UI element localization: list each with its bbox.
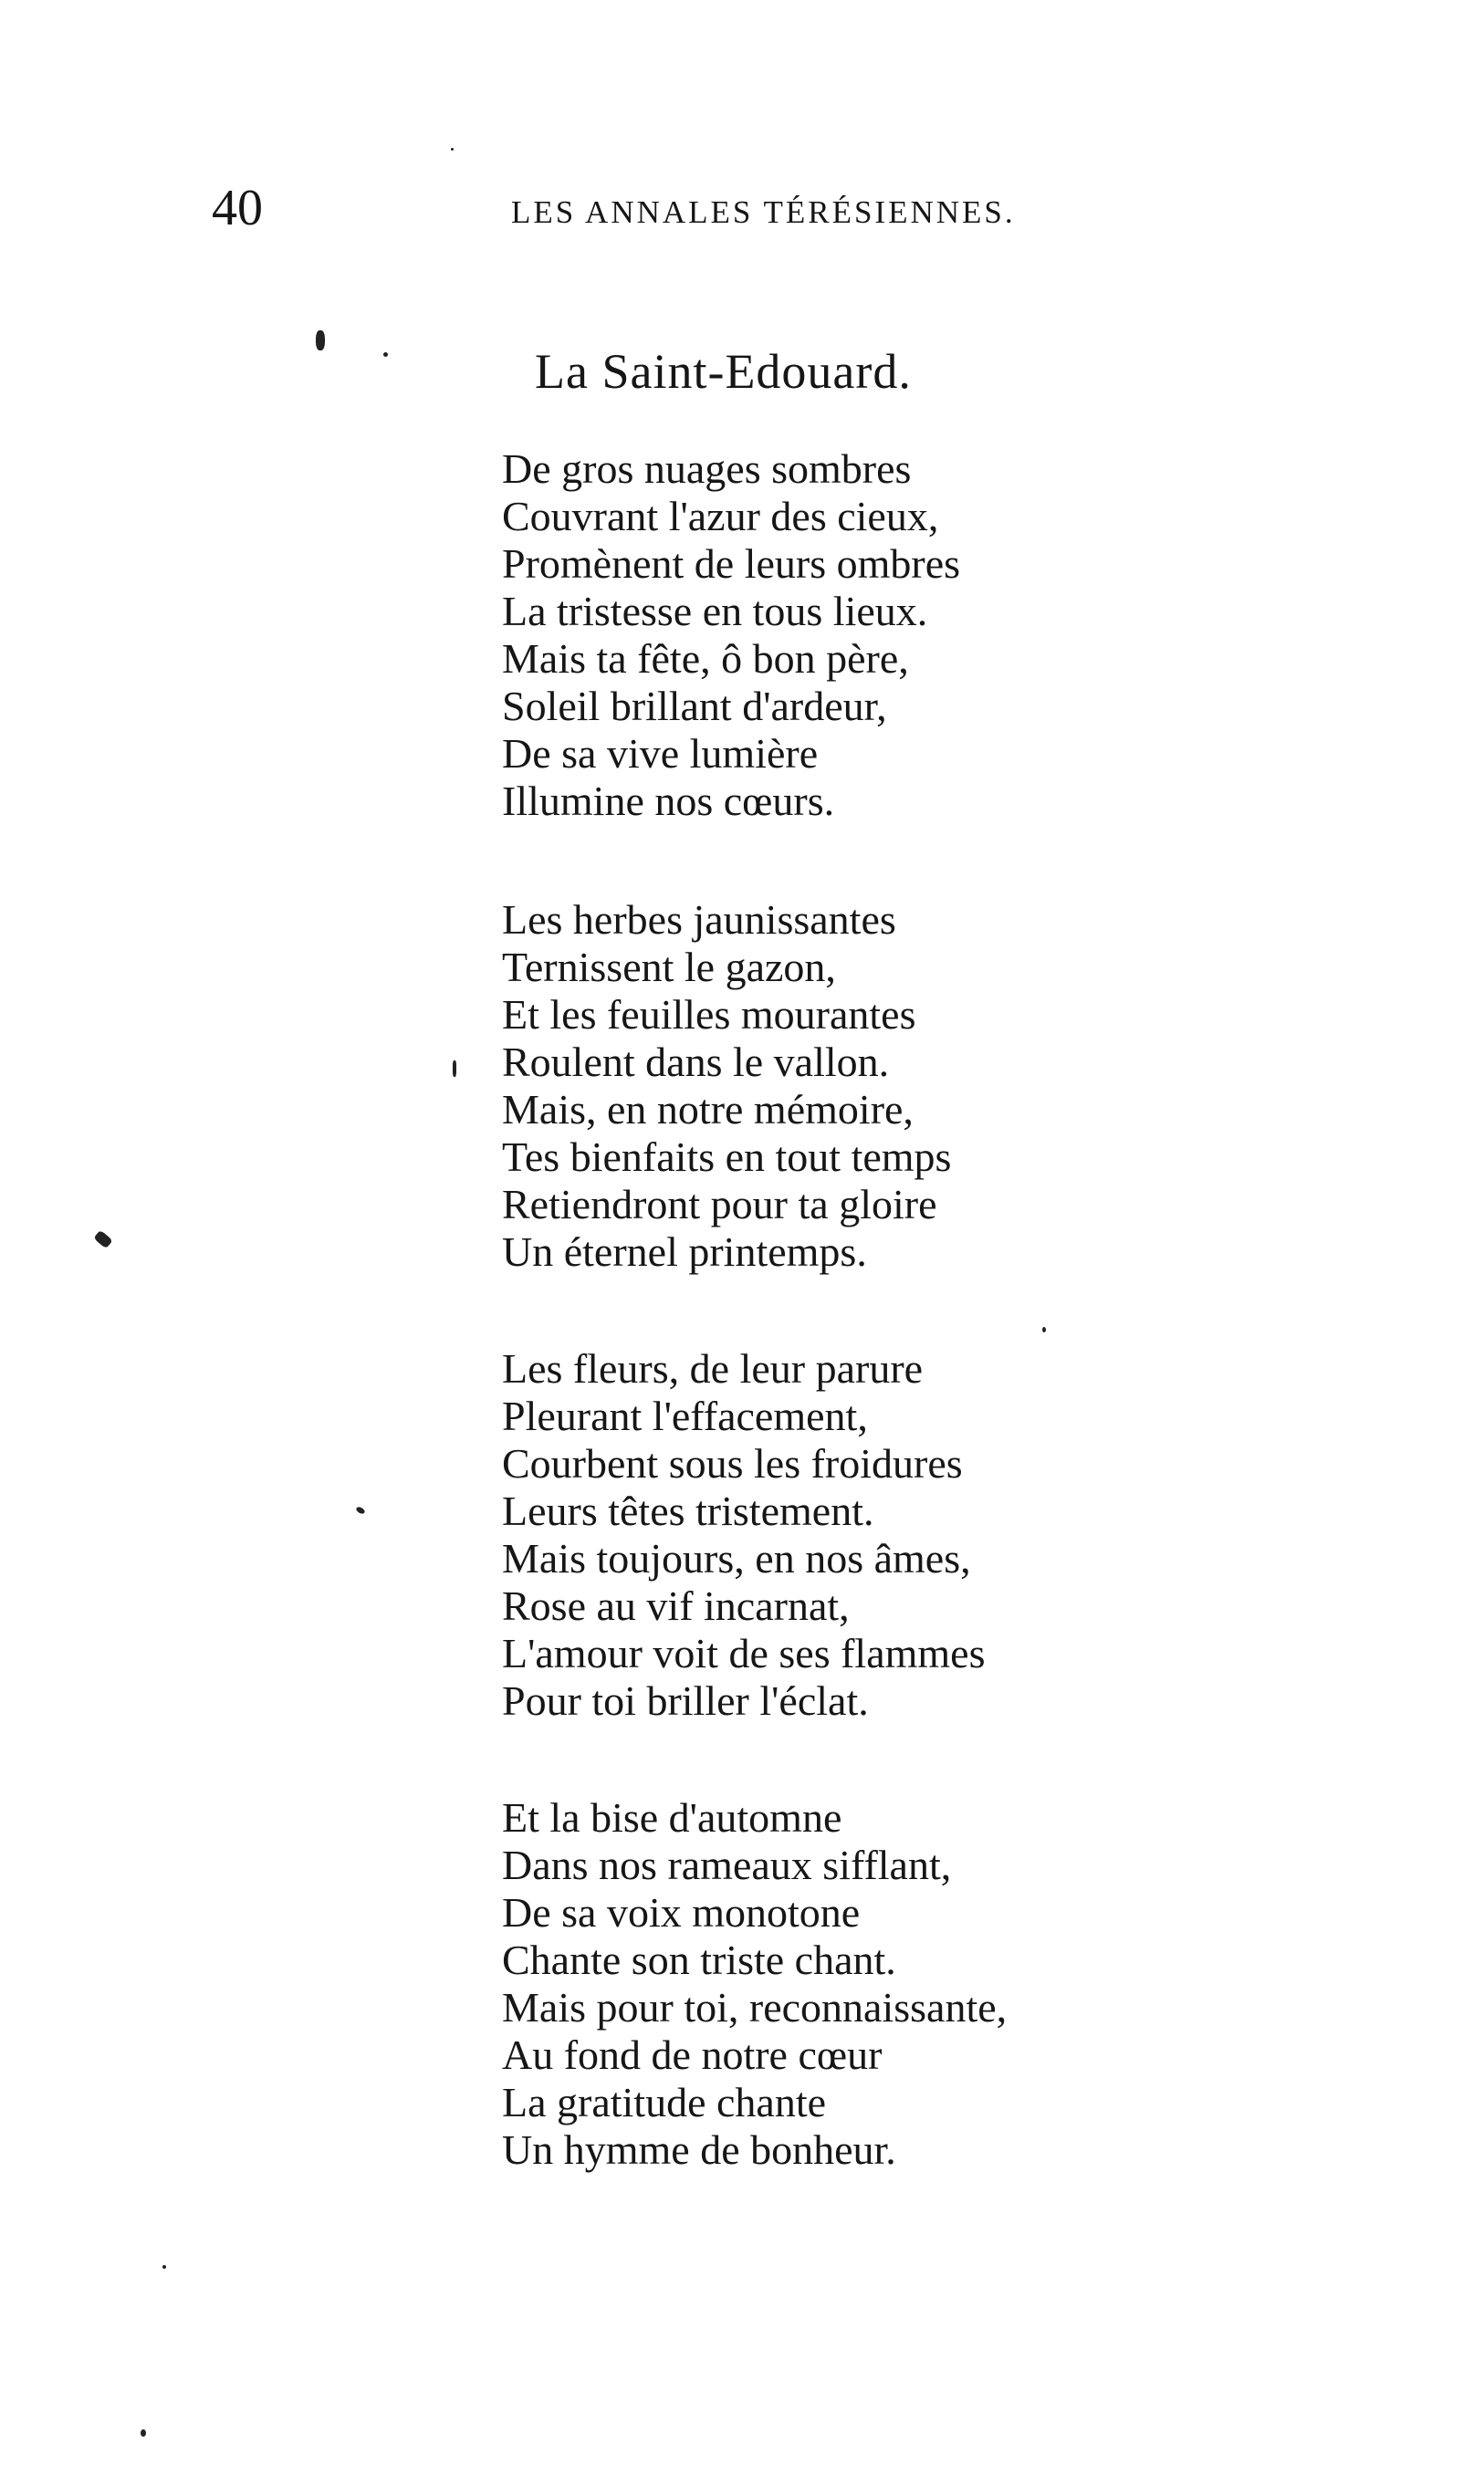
poem-line: Pour toi briller l'éclat. [502,1677,869,1724]
poem-line: Mais pour toi, reconnaissante, [502,1984,1008,2031]
ink-speck [355,1506,366,1515]
poem-line: Retiendront pour ta gloire [502,1181,937,1227]
poem-line: Les herbes jaunissantes [502,896,896,943]
poem-line: La gratitude chante [502,2079,827,2125]
poem-line: Pleurant l'effacement, [502,1393,868,1439]
poem-line: Un éternel printemps. [502,1228,867,1275]
poem-line: Mais toujours, en nos âmes, [502,1535,971,1582]
poem-line: De sa vive lumière [502,730,819,777]
ink-speck [383,352,388,357]
ink-speck [451,148,454,151]
poem-line: Leurs têtes tristement. [502,1488,874,1534]
poem-line: Roulent dans le vallon. [502,1039,890,1085]
ink-speck [93,1230,113,1249]
poem-line: De sa voix monotone [502,1889,861,1936]
poem-line: Au fond de notre cœur [502,2031,883,2078]
poem-line: Ternissent le gazon, [502,944,836,990]
poem-title: La Saint-Edouard. [535,344,912,399]
poem-line: L'amour voit de ses flammes [502,1630,986,1676]
ink-speck [453,1060,456,1077]
poem-line: Couvrant l'azur des cieux, [502,493,939,539]
poem-line: Et les feuilles mourantes [502,991,916,1038]
poem-line: Courbent sous les froidures [502,1440,963,1487]
poem-line: Rose au vif incarnat, [502,1582,850,1629]
page-number: 40 [212,180,263,236]
poem-line: Un hymme de bonheur. [502,2126,896,2173]
running-title: LES ANNALES TÉRÉSIENNES. [511,194,1016,230]
poem-line: Et la bise d'automne [502,1794,842,1841]
ink-speck [316,330,325,350]
poem-line: Promènent de leurs ombres [502,540,961,587]
poem-line: Les fleurs, de leur parure [502,1345,924,1392]
ink-speck [141,2429,146,2437]
poem-line: La tristesse en tous lieux. [502,588,928,634]
ink-speck [162,2265,166,2269]
poem-line: Chante son triste chant. [502,1937,896,1983]
poem-line: Illumine nos cœurs. [502,778,835,824]
poem-line: Mais, en notre mémoire, [502,1086,914,1133]
poem-line: Mais ta fête, ô bon père, [502,635,909,682]
poem-line: Dans nos rameaux sifflant, [502,1842,952,1888]
stanza-2 [502,896,1141,1276]
stanza-3 [502,1345,1141,1725]
stanza-1 [502,445,1141,825]
ink-speck [1042,1327,1046,1332]
poem-line: Soleil brillant d'ardeur, [502,683,887,729]
stanza-4 [502,1794,1141,2174]
poem-line: De gros nuages sombres [502,445,912,492]
poem-line: Tes bienfaits en tout temps [502,1133,952,1180]
